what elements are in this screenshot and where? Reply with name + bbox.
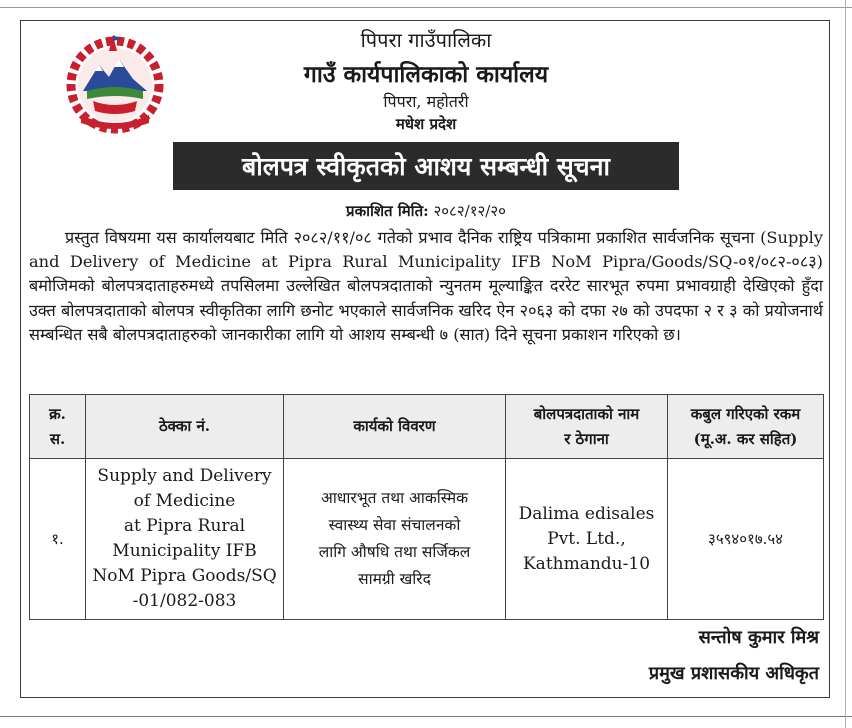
municipality-name: पिपरा गाउँपालिका: [360, 28, 492, 52]
header-amount-line2: (मू.अ. कर सहित): [693, 429, 798, 448]
description-line: आधारभूत तथा आकस्मिक: [320, 489, 469, 507]
notice-frame: [20, 20, 830, 698]
bidder-line: Kathmandu-10: [522, 553, 651, 574]
contract-line: of Medicine: [133, 491, 236, 511]
description-line: लागि औषधि तथा सर्जिकल: [318, 543, 471, 561]
office-address: पिपरा, महोतरी: [383, 92, 469, 111]
cell-description: [284, 459, 506, 620]
published-date: [21, 201, 830, 221]
header-serial-line2: स.: [49, 429, 66, 448]
header-bidder-line2: र ठेगाना: [564, 429, 609, 448]
table-row: [30, 459, 824, 620]
cell-bidder: [506, 459, 668, 620]
contract-line: -01/082-083: [132, 591, 237, 611]
contract-line: at Pipra Rural: [123, 516, 246, 536]
table-header-row: [30, 395, 824, 459]
header-serial-line1: क्र.: [49, 404, 66, 423]
signatory-name: सन्तोष कुमार मिश्र: [698, 627, 819, 648]
page-edge-bottom: [0, 716, 852, 717]
notice-title: बोलपत्र स्वीकृतको आशय सम्बन्धी सूचना: [173, 142, 679, 190]
bidder-line: Pvt. Ltd.,: [547, 528, 626, 549]
published-value: २०८२/१२/२०: [433, 202, 506, 220]
cell-serial: १.: [30, 459, 86, 620]
contract-line: Municipality IFB: [112, 541, 257, 561]
description-line: स्वास्थ्य सेवा संचालनको: [328, 516, 461, 534]
description-line: सामग्री खरिद: [358, 570, 431, 588]
cell-amount: ३५९४०१७.५४: [668, 459, 824, 620]
award-table: [29, 394, 824, 620]
signatory-title: प्रमुख प्रशासकीय अधिकृत: [648, 663, 819, 684]
page-edge-right: [845, 0, 846, 728]
notice-body: प्रस्तुत विषयमा यस कार्यालयबाट मिति २०८२/११/०८ गतेको प्रभाव दैनिक राष्ट्रिय पत्रिकामा प्रकाशित सार्वजनिक सूचना (Supply and Delivery of Medicine at Pipra Rural Municipality IFB NoM Pipra/Goods/SQ-०१/०८२-०८३) बमोजिमको बोलपत्रदाताहरुमध्ये तपसिलमा उल्लेखित बोलपत्रदाताको न्युनतम मूल्याङ्कित दररेट सारभूत रुपमा प्रभावग्राही देखिएको हुँदा उक्त बोलपत्रदाताको बोलपत्र स्वीकृतिका लागि छनोट भएकाले सार्वजनिक खरिद ऐन २०६३ को दफा २७ को उपदफा २ र ३ को प्रयोजनार्थ सम्बन्धित सबै बोलपत्रदाताहरुको जानकारीका लागि यो आशय सम्बन्धी ७ (सात) दिने सूचना प्रकाशन गरिएको छ।: [29, 228, 824, 344]
header-bidder: [506, 395, 668, 459]
header-serial: [30, 395, 86, 459]
header-contract-no: ठेक्का नं.: [86, 395, 284, 459]
cell-contract-no: [86, 459, 284, 620]
page-edge-top: [0, 7, 852, 8]
header-amount-line1: कबुल गरिएको रकम: [690, 404, 801, 423]
header-bidder-line1: बोलपत्रदाताको नाम: [533, 404, 640, 423]
province-name: मधेश प्रदेश: [395, 115, 457, 133]
contract-line: Supply and Delivery: [97, 466, 272, 486]
bidder-line: Dalima edisales: [518, 503, 655, 524]
contract-line: NoM Pipra Goods/SQ: [92, 566, 277, 586]
header-description: कार्यको विवरण: [284, 395, 506, 459]
published-label: प्रकाशित मिति:: [346, 202, 429, 220]
header-amount: [668, 395, 824, 459]
office-name: गाउँ कार्यपालिकाको कार्यालय: [303, 61, 549, 88]
